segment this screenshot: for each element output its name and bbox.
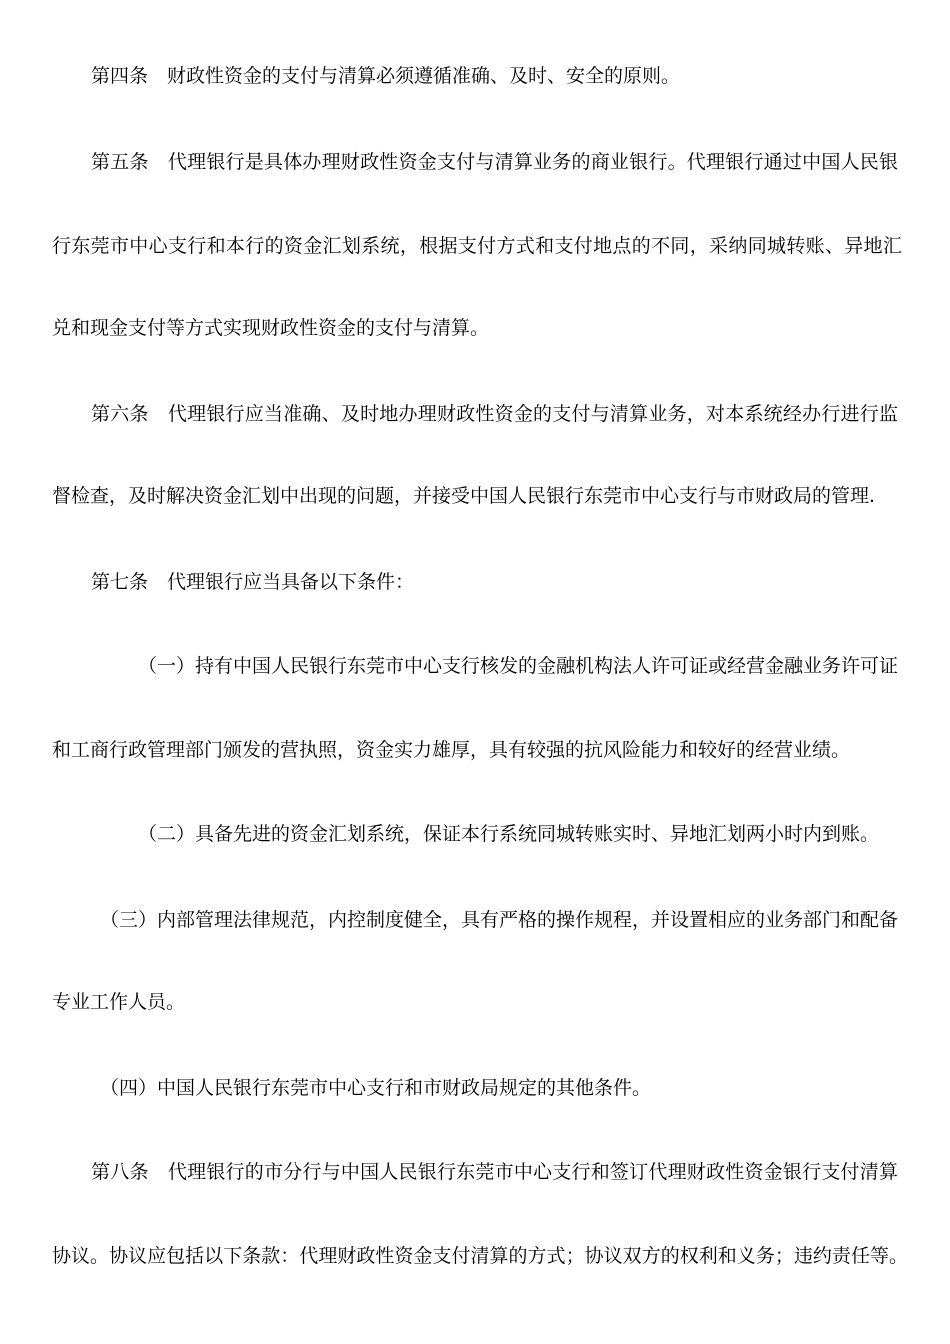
article-4-line-1: 第四条 财政性资金的支付与清算必须遵循准确、及时、安全的原则。 xyxy=(91,65,681,87)
article-6-line-2: 督检查，及时解决资金汇划中出现的问题，并接受中国人民银行东莞市中心支行与市财政局的管理. xyxy=(52,485,876,507)
item-3-line-1: （三）内部管理法律规范，内控制度健全，具有严格的操作规程，并设置相应的业务部门和配备 xyxy=(100,909,898,931)
article-8-line-2: 协议。协议应包括以下条款：代理财政性资金支付清算的方式；协议双方的权利和义务；违约责任等。 xyxy=(52,1245,908,1267)
item-1-line-1: （一）持有中国人民银行东莞市中心支行核发的金融机构法人许可证或经营金融业务许可证 xyxy=(138,655,898,677)
article-8-line-1: 第八条 代理银行的市分行与中国人民银行东莞市中心支行和签订代理财政性资金银行支付清算 xyxy=(91,1161,898,1183)
article-5-line-1: 第五条 代理银行是具体办理财政性资金支付与清算业务的商业银行。代理银行通过中国人民银 xyxy=(91,151,898,173)
item-2-line-1: （二）具备先进的资金汇划系统，保证本行系统同城转账实时、异地汇划两小时内到账。 xyxy=(138,823,880,845)
article-5-line-2: 行东莞市中心支行和本行的资金汇划系统，根据支付方式和支付地点的不同，采纳同城转账、异地汇 xyxy=(52,235,902,257)
item-4-line-1: （四）中国人民银行东莞市中心支行和市财政局规定的其他条件。 xyxy=(100,1077,652,1099)
article-7-line-1: 第七条 代理银行应当具备以下条件： xyxy=(91,571,415,593)
item-3-line-2: 专业工作人员。 xyxy=(52,991,186,1013)
article-5-line-3: 兑和现金支付等方式实现财政性资金的支付与清算。 xyxy=(52,317,490,339)
article-6-line-1: 第六条 代理银行应当准确、及时地办理财政性资金的支付与清算业务，对本系统经办行进行监 xyxy=(91,403,898,425)
item-1-line-2: 和工商行政管理部门颁发的营执照，资金实力雄厚，具有较强的抗风险能力和较好的经营业绩。 xyxy=(52,739,851,761)
